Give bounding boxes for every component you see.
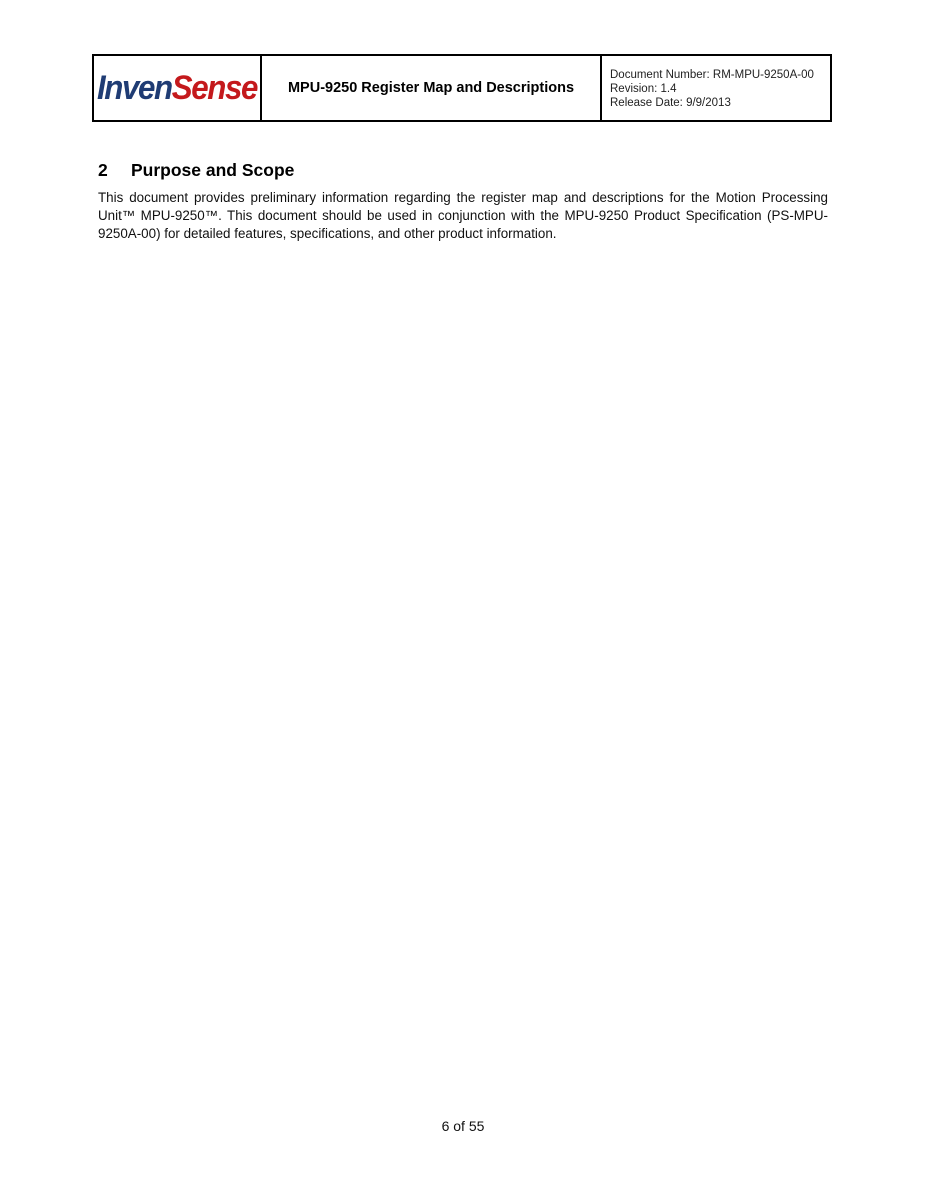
release-date: Release Date: 9/9/2013	[610, 97, 731, 109]
document-header	[92, 54, 832, 122]
document-meta	[602, 56, 830, 120]
logo-cell	[94, 56, 262, 120]
document-number: Document Number: RM-MPU-9250A-00	[610, 69, 814, 81]
section-number: 2	[98, 160, 108, 180]
invensense-logo	[97, 71, 257, 105]
document-title: MPU-9250 Register Map and Descriptions	[262, 56, 602, 120]
section-body: This document provides preliminary information regarding the register map and descriptions for the Motion Processing Unit™ MPU-9250™. This document should be used in conjunction with the MPU-9250 Product Specification (PS-MPU-9250A-00) for detailed features, specifications, and other product information.	[98, 190, 828, 241]
revision: Revision: 1.4	[610, 83, 677, 95]
page-number: 6 of 55	[441, 1118, 485, 1134]
logo-text-part1: Inven	[96, 69, 172, 107]
logo-text-part2: Sense	[171, 69, 258, 107]
section-heading	[98, 160, 294, 181]
section-title: Purpose and Scope	[131, 160, 295, 180]
